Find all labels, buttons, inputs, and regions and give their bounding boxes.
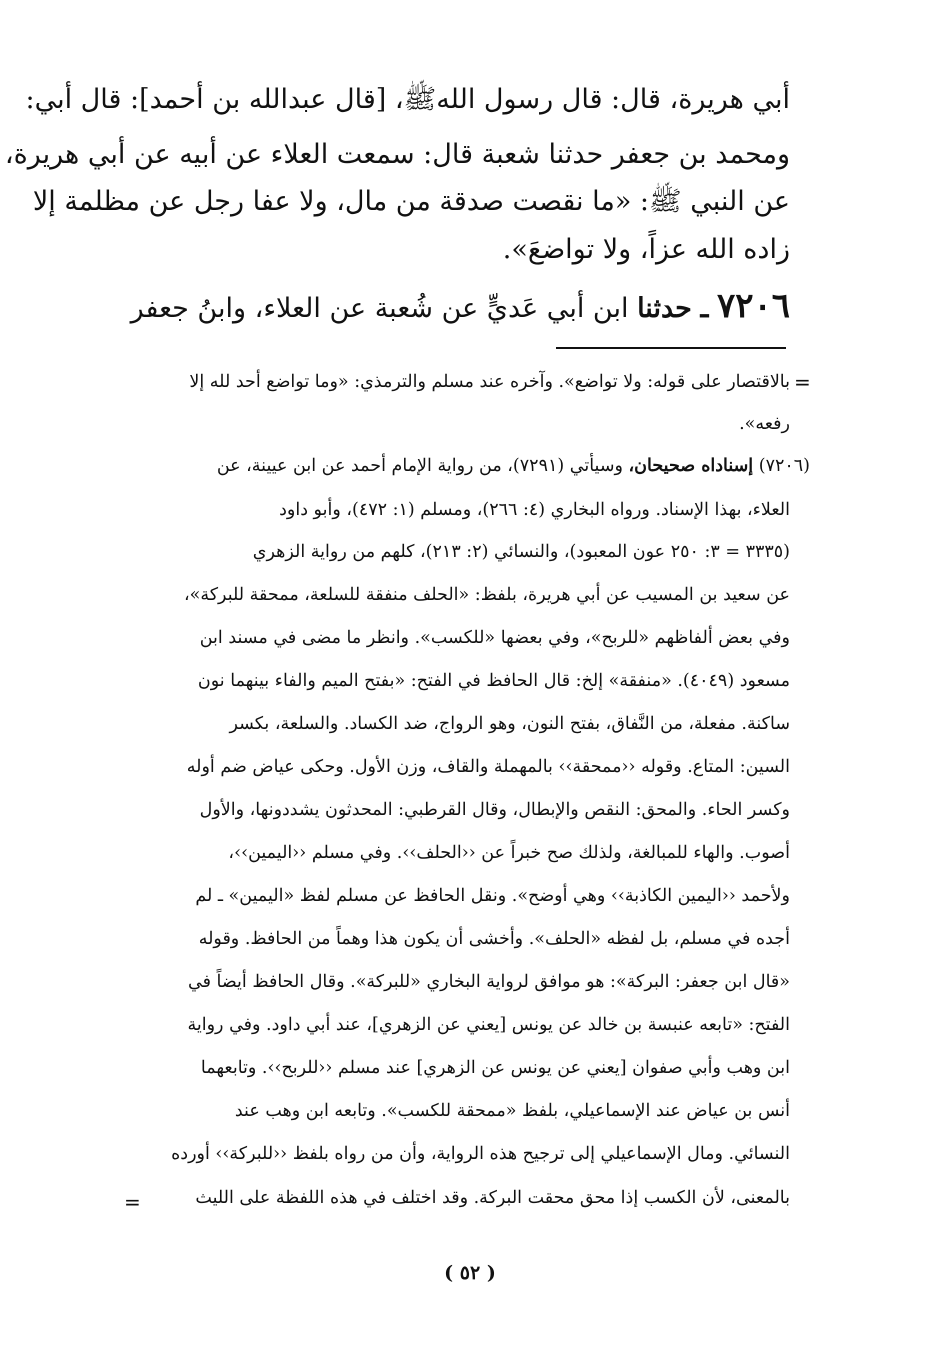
page-number: ( ٥٢ )	[444, 1262, 496, 1284]
footnote-number: (٧٢٠٦)	[758, 456, 810, 476]
footnote-line: النسائي. ومال الإسماعيلي إلى ترجيح هذه الرواية، وأن من رواه بلفظ ‹‹للبركة›› أورده	[171, 1144, 790, 1164]
footnote-line: مسعود (٤٠٤٩). «منفقة» إلخ: قال الحافظ في الفتح: «بفتح الميم والفاء بينهما نون	[197, 671, 790, 691]
footnote-line: وكسر الحاء. والمحق: النقص والإبطال، وقال القرطبي: المحدثون يشددونها، والأول	[199, 800, 790, 820]
hadith-chain-text: ابن أبي عَديٍّ عن شُعبة عن العلاء، وابنُ جعفر	[130, 293, 629, 324]
footnote-continued-line-1: بالاقتصار على قوله: ولا تواضع». وآخره عند مسلم والترمذي: «وما تواضع أحد لله إلا	[189, 372, 790, 392]
hadith-number: ٧٢٠٦	[716, 286, 790, 326]
footnote-line: أجده في مسلم، بل لفظه «الحلف». وأخشى أن يكون هذا وهماً من الحافظ. وقوله	[198, 929, 790, 949]
footnote-line: ولأحمد ‹‹اليمين الكاذبة›› وهي أوضح». ونقل الحافظ عن مسلم لفظ «اليمين» ـ لم	[195, 886, 790, 906]
footnote-line: ابن وهب وأبي صفوان [يعني عن يونس عن الزهري] عند مسلم ‹‹للربح››. وتابعهما	[200, 1058, 790, 1078]
hadith-heading	[100, 286, 790, 326]
footnote-line: العلاء، بهذا الإسناد. ورواه البخاري (٤: ٢٦٦)، ومسلم (١: ٤٧٢)، وأبو داود	[279, 500, 790, 520]
hadith-separator: ـ	[700, 293, 709, 324]
footnote-line: بالمعنى، لأن الكسب إذا محق محقت البركة. وقد اختلف في هذه اللفظة على الليث	[195, 1188, 790, 1208]
footnote-continued-line-2: رفعه».	[739, 414, 790, 434]
main-text-line-1: أبي هريرة، قال: قال رسول اللهﷺ، [قال عبدالله بن أحمد]: قال أبي:	[25, 84, 790, 115]
footnote-line: وفي بعض ألفاظهم «للربح»، وفي بعضها «للكسب». وانظر ما مضى في مسند ابن	[199, 628, 790, 648]
footnote-line: (٣٣٣٥ = ٣: ٢٥٠ عون المعبود)، والنسائي (٢: ٢١٣)، كلهم من رواية الزهري	[252, 542, 790, 562]
footnote-first-line-rest: وسيأتي (٧٢٩١)، من رواية الإمام أحمد عن ابن عيينة، عن	[216, 456, 623, 476]
footnote-line: السين: المتاع. وقوله ‹‹ممحقة›› بالمهملة والقاف، وزن الأول. وحكى عياض ضم أوله	[186, 757, 790, 777]
main-text-line-2: ومحمد بن جعفر حدثنا شعبة قال: سمعت العلاء عن أبيه عن أبي هريرة،	[4, 139, 790, 170]
footnote-line: «قال ابن جعفر: البركة»: هو موافق لرواية البخاري «للبركة». وقال الحافظ أيضاً في	[188, 972, 790, 992]
footnote-lead: إسناداه صحيحان،	[628, 456, 754, 476]
footnote-line: عن سعيد بن المسيب عن أبي هريرة، بلفظ: «الحلف منفقة للسلعة، ممحقة للبركة»،	[183, 585, 790, 605]
continuation-mark-top: =	[794, 370, 811, 394]
footnote-line: ساكنة. مفعلة، من النَّفاق، بفتح النون، وهو الرواج، ضد الكساد. والسلعة، بكسر	[229, 714, 790, 734]
footnote-line: الفتح: «تابعه عنبسة بن خالد عن يونس [يعني عن الزهري]، عند أبي داود. وفي رواية	[187, 1015, 790, 1035]
footnote-7206-first-line	[100, 458, 810, 476]
main-text-line-4: زاده الله عزاً، ولا تواضعَ».	[502, 234, 790, 265]
hadith-keyword: حدثنا	[637, 293, 692, 324]
main-text-line-3: عن النبي ﷺ: «ما نقصت صدقة من مال، ولا عفا رجل عن مظلمة إلا	[32, 186, 790, 217]
continuation-mark-bottom: =	[124, 1190, 141, 1214]
footnote-line: أصوب. والهاء للمبالغة، ولذلك صح خبراً عن ‹‹الحلف››. وفي مسلم ‹‹اليمين››،	[228, 843, 790, 863]
footnote-line: أنس بن عياض عند الإسماعيلي، بلفظ «ممحقة للكسب». وتابعه ابن وهب عند	[234, 1101, 790, 1121]
footnote-separator-rule	[556, 347, 786, 349]
